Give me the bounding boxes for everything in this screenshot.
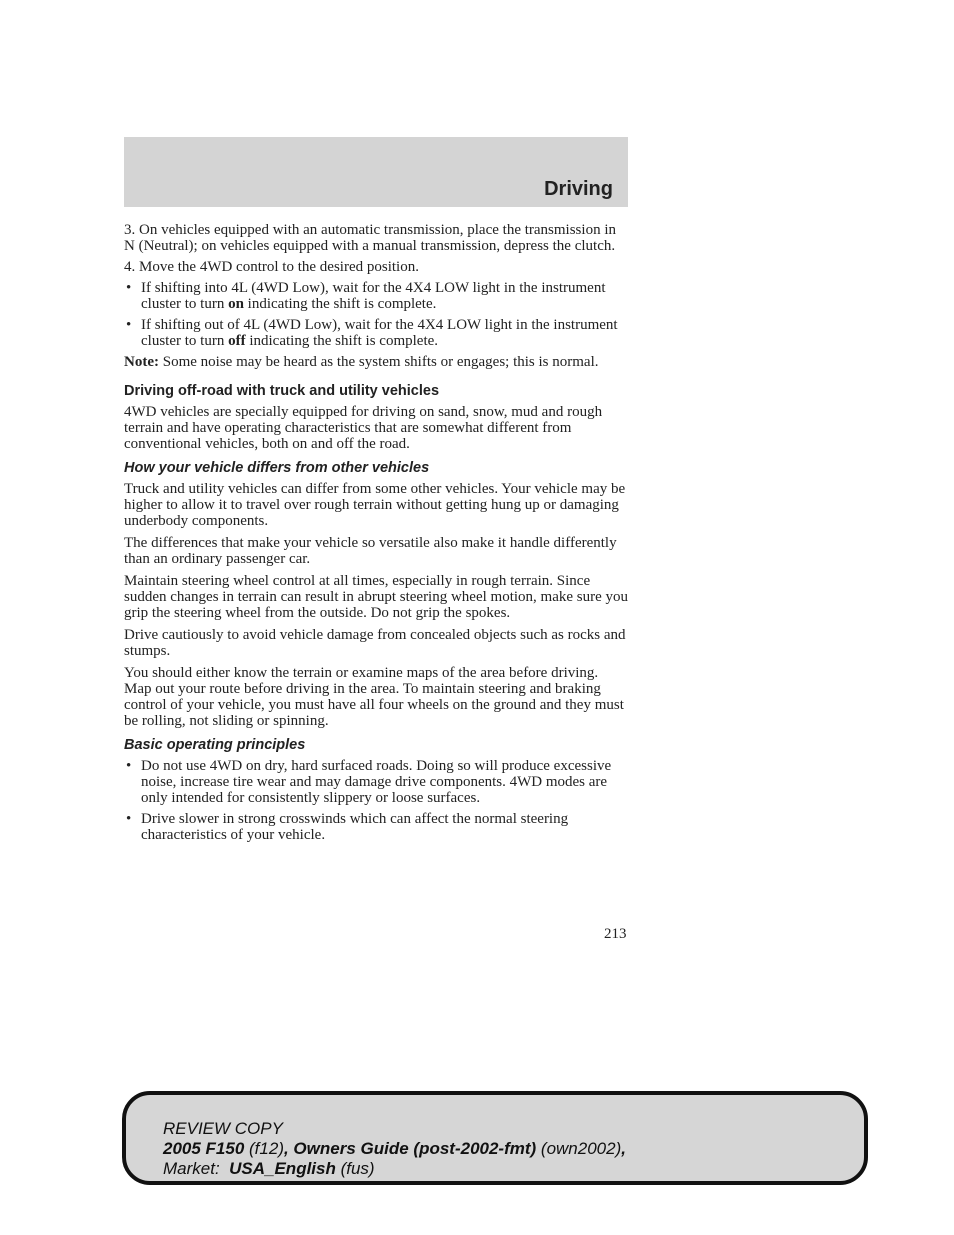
footer-market-line	[163, 1159, 626, 1179]
section-header-band	[124, 137, 628, 207]
para-terrain: You should either know the terrain or examine maps of the area before driving. Map out your route before driving in the area. To maintain steering and braking control of your vehicle, you must have all four wheels on the ground and they must be rolling, not sliding or spinning.	[124, 665, 624, 729]
bullet-dot: •	[126, 811, 132, 827]
step-3-paragraph: 3. On vehicles equipped with an automatic transmission, place the transmission in N (Neutral); on vehicles equipped with a manual transmission, depress the clutch.	[124, 222, 616, 254]
bullet-dot: •	[126, 758, 132, 774]
bullet-text: If shifting out of 4L (4WD Low), wait for the 4X4 LOW light in the instrument cluster to turn	[141, 317, 618, 349]
page-content	[124, 222, 629, 848]
footer-guide-line	[163, 1139, 626, 1159]
bullet-dot: •	[126, 280, 132, 296]
para-4wd-vehicles: 4WD vehicles are specially equipped for driving on sand, snow, mud and rough terrain and have operating characteristics that are somewhat different from conventional vehicles, both on and off the road.	[124, 404, 603, 452]
para-differ-1: Truck and utility vehicles can differ from some other vehicles. Your vehicle may be higher to allow it to travel over rough terrain without getting hung up or damaging underbody components.	[124, 481, 626, 529]
bullet-crosswinds	[124, 811, 629, 843]
bullet-dot: •	[126, 317, 132, 333]
review-copy-footer	[122, 1091, 868, 1185]
heading-basic-principles: Basic operating principles	[124, 737, 306, 753]
bullet-dry-roads	[124, 758, 629, 806]
bullet-shift-into-4l	[124, 280, 629, 312]
step-4-paragraph: 4. Move the 4WD control to the desired position.	[124, 259, 419, 275]
heading-offroad: Driving off-road with truck and utility vehicles	[124, 383, 440, 399]
footer-model: 2005 F150	[163, 1139, 245, 1158]
bullet-text-end: indicating the shift is complete.	[243, 296, 437, 312]
footer-guide-code: (own2002)	[536, 1139, 622, 1158]
para-caution: Drive cautiously to avoid vehicle damage from concealed objects such as rocks and stumps.	[124, 627, 626, 659]
note-paragraph	[124, 354, 629, 370]
bullet-text: Drive slower in strong crosswinds which can affect the normal steering characteristics of your vehicle.	[141, 811, 569, 843]
bullet-text-end: indicating the shift is complete.	[245, 333, 439, 349]
footer-text	[163, 1119, 626, 1179]
note-text: Some noise may be heard as the system shifts or engages; this is normal.	[158, 354, 599, 370]
section-title: Driving	[544, 178, 613, 200]
bullet-text: Do not use 4WD on dry, hard surfaced roads. Doing so will produce excessive noise, increase tire wear and may damage drive components. 4WD modes are only intended for consistently slippery or loose surfaces.	[141, 758, 612, 806]
bullet-text: If shifting into 4L (4WD Low), wait for the 4X4 LOW light in the instrument cluster to turn	[141, 280, 606, 312]
footer-guide: , Owners Guide (post-2002-fmt)	[283, 1139, 537, 1158]
heading-vehicle-differs: How your vehicle differs from other vehicles	[124, 460, 430, 476]
footer-market: USA_English	[229, 1159, 336, 1178]
bullet-shift-out-4l	[124, 317, 629, 349]
footer-comma: ,	[621, 1139, 626, 1158]
footer-market-code: (fus)	[335, 1159, 375, 1178]
para-steering: Maintain steering wheel control at all times, especially in rough terrain. Since sudden changes in terrain can result in abrupt steering wheel motion, make sure you grip the steering wheel from the outside. Do not grip the spokes.	[124, 573, 629, 621]
bullet-bold-word: on	[228, 296, 244, 312]
bullet-bold-word: off	[228, 333, 246, 349]
footer-model-code: (f12)	[244, 1139, 284, 1158]
note-label: Note:	[124, 354, 159, 370]
footer-market-label: Market:	[163, 1159, 230, 1178]
footer-review-label: REVIEW COPY	[163, 1119, 283, 1138]
para-differ-2: The differences that make your vehicle so versatile also make it handle differently than an ordinary passenger car.	[124, 535, 617, 567]
page-number: 213	[604, 926, 627, 942]
